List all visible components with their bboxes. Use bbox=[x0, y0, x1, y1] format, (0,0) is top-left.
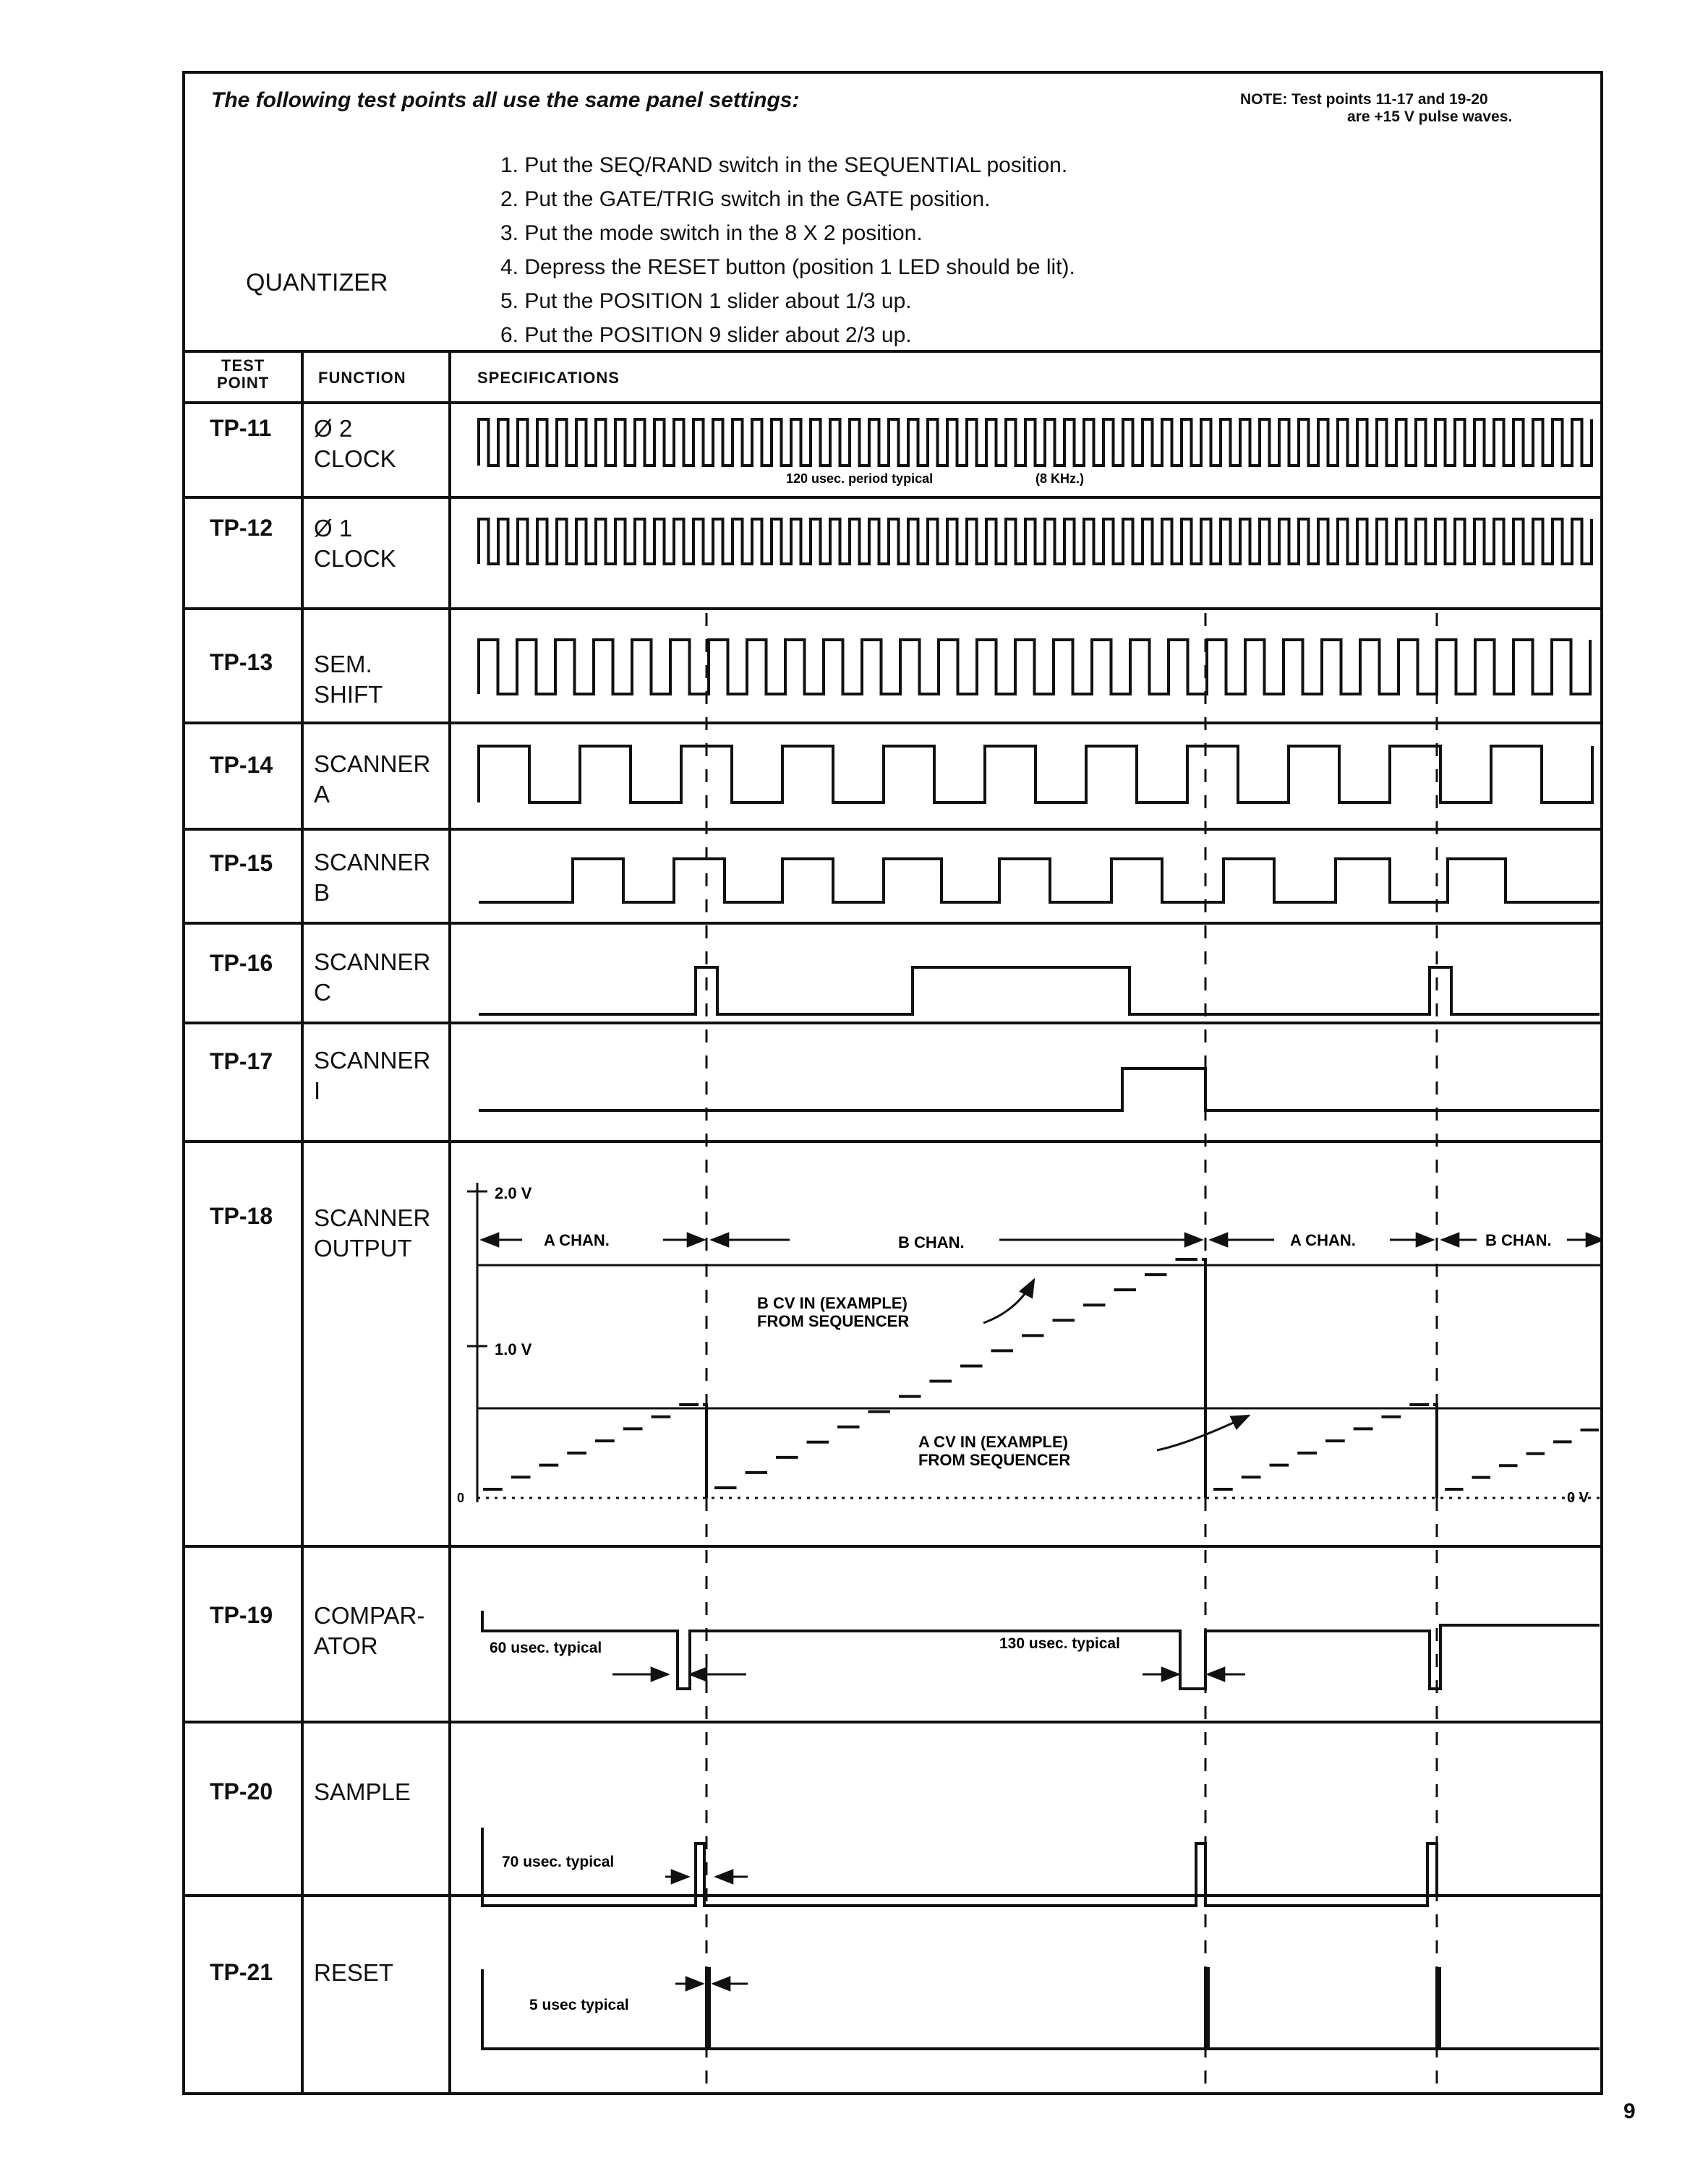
sample-70-label: 70 usec. typical bbox=[502, 1854, 615, 1870]
function-line: COMPAR- bbox=[314, 1602, 425, 1629]
function-line: SAMPLE bbox=[314, 1778, 411, 1805]
test-point-label: TP-16 bbox=[210, 950, 273, 976]
label-0v: 0 V bbox=[1567, 1490, 1589, 1506]
function-line: CLOCK bbox=[314, 445, 396, 472]
clock-freq-label: (8 KHz.) bbox=[1036, 471, 1084, 486]
reset-5-label: 5 usec typical bbox=[529, 1997, 629, 2013]
function-label bbox=[314, 1203, 430, 1264]
function-label bbox=[314, 947, 430, 1008]
scanner-c-wave bbox=[479, 967, 1600, 1014]
function-label bbox=[314, 1777, 411, 1807]
test-point-label: TP-19 bbox=[210, 1602, 273, 1628]
function-line: SCANNER bbox=[314, 1047, 431, 1074]
function-label bbox=[314, 414, 396, 474]
b-cv-drop bbox=[1202, 1259, 1205, 1498]
step-6: 6. Put the POSITION 9 slider about 2/3 up. bbox=[500, 323, 912, 347]
a-cv-label-2: FROM SEQUENCER bbox=[918, 1451, 1071, 1469]
a-chan-label: A CHAN. bbox=[544, 1231, 610, 1249]
test-point-label: TP-21 bbox=[210, 1959, 273, 1985]
function-label bbox=[314, 1958, 393, 1988]
step-3: 3. Put the mode switch in the 8 X 2 position. bbox=[500, 221, 923, 245]
function-line: A bbox=[314, 781, 330, 808]
function-line: SHIFT bbox=[314, 681, 383, 708]
function-label bbox=[314, 847, 430, 908]
label-1v: 1.0 V bbox=[495, 1340, 532, 1358]
function-line: RESET bbox=[314, 1959, 394, 1986]
label-2v: 2.0 V bbox=[495, 1184, 532, 1202]
test-point-label: TP-12 bbox=[210, 515, 273, 541]
function-line: SCANNER bbox=[314, 849, 431, 875]
sem-shift-wave bbox=[479, 640, 1590, 694]
label-zero: 0 bbox=[457, 1491, 465, 1505]
a-cv-label-1: A CV IN (EXAMPLE) bbox=[918, 1433, 1068, 1451]
intro-text: The following test points all use the same panel settings: bbox=[211, 88, 800, 112]
comp-60-label: 60 usec. typical bbox=[490, 1640, 602, 1656]
a-chan2-label: A CHAN. bbox=[1290, 1231, 1356, 1249]
phi2-clock-wave bbox=[479, 419, 1592, 466]
b-chan2-label: B CHAN. bbox=[1485, 1231, 1552, 1249]
settings-steps bbox=[500, 148, 1075, 352]
a-cv-drop bbox=[703, 1405, 706, 1498]
col-test-point-l2: POINT bbox=[217, 374, 270, 392]
function-label bbox=[314, 649, 383, 710]
test-point-label: TP-17 bbox=[210, 1048, 273, 1074]
function-label bbox=[314, 749, 430, 810]
page-number: 9 bbox=[1623, 2099, 1636, 2123]
note-line-2: are +15 V pulse waves. bbox=[1347, 108, 1513, 125]
b-cv-pointer bbox=[983, 1280, 1034, 1323]
function-label bbox=[314, 1601, 424, 1661]
function-line: ATOR bbox=[314, 1632, 378, 1659]
step-5: 5. Put the POSITION 1 slider about 1/3 up. bbox=[500, 289, 912, 313]
scanner-i-wave bbox=[479, 1069, 1600, 1110]
sample-wave bbox=[482, 1828, 1600, 1906]
function-line: B bbox=[314, 879, 330, 906]
a-cv2-drop bbox=[1433, 1405, 1437, 1498]
divider bbox=[182, 350, 1603, 353]
col-specifications: SPECIFICATIONS bbox=[477, 369, 620, 387]
function-line: CLOCK bbox=[314, 545, 396, 572]
function-line: OUTPUT bbox=[314, 1235, 412, 1262]
function-line: I bbox=[314, 1077, 321, 1104]
a-cv-pointer bbox=[1157, 1416, 1249, 1450]
test-point-label: TP-14 bbox=[210, 752, 273, 778]
col-test-point bbox=[217, 357, 269, 392]
timing-diagram bbox=[450, 396, 1603, 2094]
function-line: C bbox=[314, 979, 331, 1006]
b-chan-label: B CHAN. bbox=[898, 1233, 965, 1251]
test-point-label: TP-18 bbox=[210, 1203, 273, 1229]
function-line: SCANNER bbox=[314, 750, 431, 777]
col-function: FUNCTION bbox=[318, 369, 406, 387]
function-line: SEM. bbox=[314, 651, 372, 677]
scanner-a-wave bbox=[479, 746, 1592, 802]
col-test-point-l1: TEST bbox=[221, 356, 265, 374]
reset-wave bbox=[482, 1969, 1600, 2049]
clock-period-label: 120 usec. period typical bbox=[786, 471, 934, 486]
function-line: Ø 1 bbox=[314, 515, 353, 541]
test-point-label: TP-11 bbox=[210, 415, 272, 441]
function-line: SCANNER bbox=[314, 948, 431, 975]
step-2: 2. Put the GATE/TRIG switch in the GATE position. bbox=[500, 187, 991, 211]
function-label bbox=[314, 513, 396, 574]
function-line: SCANNER bbox=[314, 1204, 431, 1231]
function-line: Ø 2 bbox=[314, 415, 353, 442]
note-line-1: NOTE: Test points 11-17 and 19-20 bbox=[1240, 91, 1488, 108]
test-point-label: TP-20 bbox=[210, 1778, 273, 1804]
b-cv-label-1: B CV IN (EXAMPLE) bbox=[757, 1294, 908, 1312]
note-text bbox=[1240, 91, 1512, 126]
comp-130-label: 130 usec. typical bbox=[999, 1635, 1120, 1652]
test-point-label: TP-15 bbox=[210, 850, 273, 876]
column-divider bbox=[301, 350, 304, 2094]
step-4: 4. Depress the RESET button (position 1 LED should be lit). bbox=[500, 255, 1075, 279]
step-1: 1. Put the SEQ/RAND switch in the SEQUENTIAL position. bbox=[500, 153, 1068, 177]
test-point-label: TP-13 bbox=[210, 649, 273, 675]
section-title: QUANTIZER bbox=[246, 269, 388, 296]
b-cv-label-2: FROM SEQUENCER bbox=[757, 1312, 910, 1330]
scanner-b-wave bbox=[479, 859, 1600, 902]
function-label bbox=[314, 1045, 430, 1106]
phi1-clock-wave bbox=[479, 519, 1592, 564]
